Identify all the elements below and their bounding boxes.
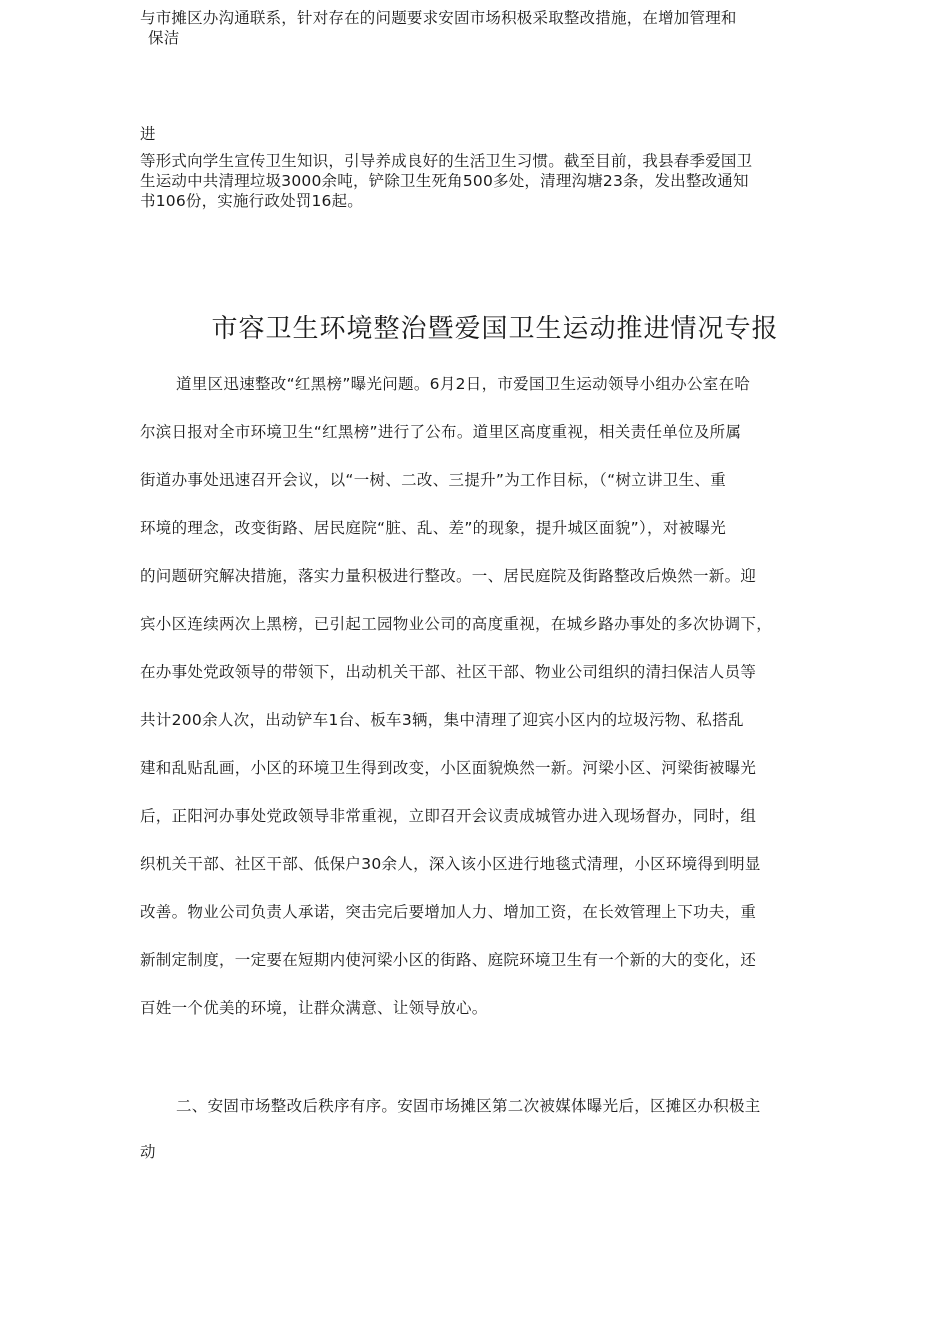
- body-line-14: 百姓一个优美的环境，让群众满意、让领导放心。: [140, 999, 488, 1017]
- section2-line-2: 动: [140, 1143, 156, 1161]
- intro-line-2: 保洁: [148, 29, 180, 47]
- body-line-6: 宾小区连续两次上黑榜，已引起工园物业公司的高度重视，在城乡路办事处的多次协调下，: [140, 615, 773, 633]
- intro-line-6: 书106份，实施行政处罚16起。: [140, 192, 364, 210]
- body-line-5: 的问题研究解决措施，落实力量积极进行整改。一、居民庭院及街路整改后焕然一新。迎: [140, 567, 757, 585]
- body-line-7: 在办事处党政领导的带领下，出动机关干部、社区干部、物业公司组织的清扫保洁人员等: [140, 663, 757, 681]
- section2-line-1: 二、安固市场整改后秩序有序。安固市场摊区第二次被媒体曝光后，区摊区办积极主: [176, 1097, 761, 1115]
- body-line-11: 织机关干部、社区干部、低保户30余人，深入该小区进行地毯式清理，小区环境得到明显: [140, 855, 761, 873]
- document-title: 市容卫生环境整治暨爱国卫生运动推进情况专报: [211, 314, 779, 344]
- body-line-1: 道里区迅速整改“红黑榜”曝光问题。6月2日，市爱国卫生运动领导小组办公室在哈: [176, 375, 751, 393]
- body-line-4: 环境的理念，改变街路、居民庭院“脏、乱、差”的现象，提升城区面貌”），对被曝光: [140, 519, 727, 537]
- body-line-8: 共计200余人次，出动铲车1台、板车3辆，集中清理了迎宾小区内的垃圾污物、私搭乱: [140, 711, 744, 729]
- intro-line-5: 生运动中共清理垃圾3000余吨，铲除卫生死角500多处，清理沟塘23条，发出整改通知: [140, 172, 749, 190]
- body-line-2: 尔滨日报对全市环境卫生“红黑榜”进行了公布。道里区高度重视，相关责任单位及所属: [140, 423, 742, 441]
- body-line-12: 改善。物业公司负责人承诺，突击完后要增加人力、增加工资，在长效管理上下功夫，重: [140, 903, 757, 921]
- body-line-9: 建和乱贴乱画，小区的环境卫生得到改变，小区面貌焕然一新。河梁小区、河梁街被曝光: [140, 759, 757, 777]
- body-line-13: 新制定制度，一定要在短期内使河梁小区的街路、庭院环境卫生有一个新的大的变化，还: [140, 951, 757, 969]
- intro-line-3: 进: [140, 125, 156, 143]
- body-line-3: 街道办事处迅速召开会议，以“一树、二改、三提升”为工作目标，（“树立讲卫生、重: [140, 471, 727, 489]
- intro-line-1: 与市摊区办沟通联系，针对存在的问题要求安固市场积极采取整改措施，在增加管理和: [140, 9, 737, 27]
- intro-line-4: 等形式向学生宣传卫生知识，引导养成良好的生活卫生习惯。截至目前，我县春季爱国卫: [140, 152, 753, 170]
- body-line-10: 后，正阳河办事处党政领导非常重视，立即召开会议责成城管办进入现场督办，同时，组: [140, 807, 757, 825]
